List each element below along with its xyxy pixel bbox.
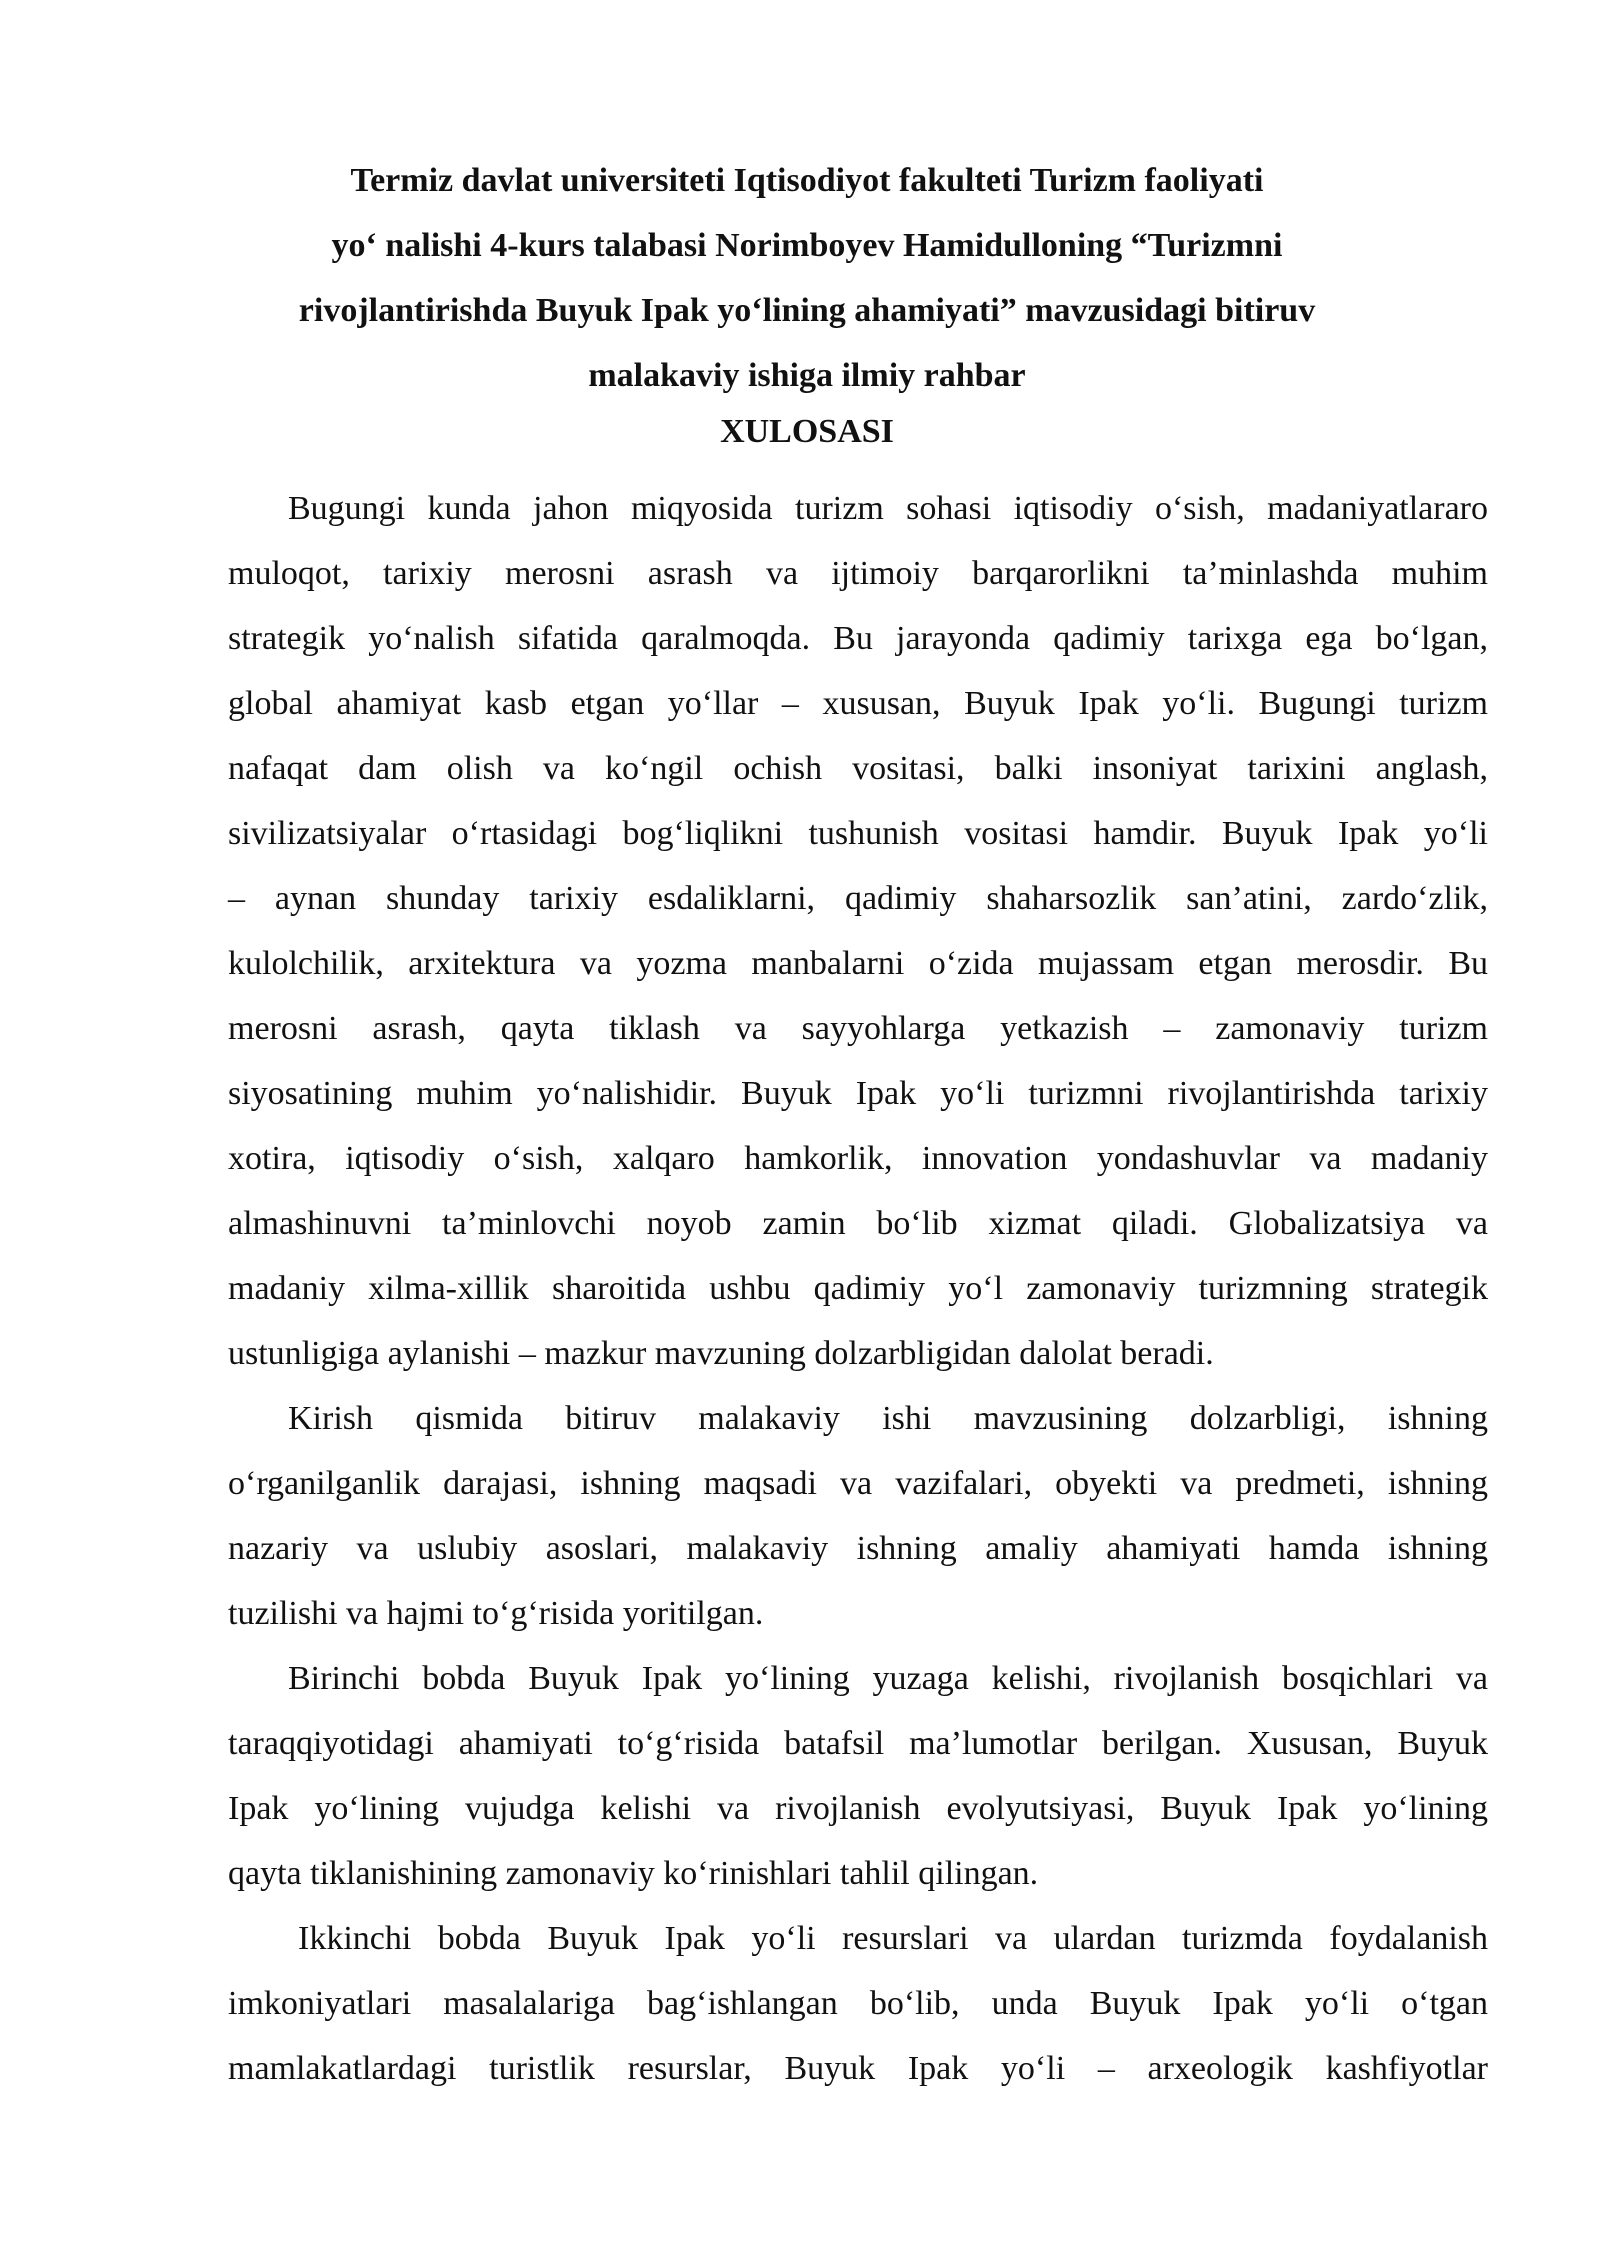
text-line: Birinchi bobda Buyuk Ipak yo‘lining yuzaga kelishi, rivojlanish bosqichlari va: [288, 1660, 1488, 1697]
text-line: tuzilishi va hajmi to‘g‘risida yoritilgan.: [228, 1595, 764, 1632]
text-line: qayta tiklanishining zamonaviy ko‘rinishlari tahlil qilingan.: [228, 1855, 1039, 1892]
document-heading: [227, 148, 1387, 408]
paragraph-first-chapter: [228, 1646, 1488, 1906]
text-line: siyosatining muhim yo‘nalishidir. Buyuk Ipak yo‘li turizmni rivojlantirishda tarixiy: [228, 1075, 1488, 1112]
text-line: mamlakatlardagi turistlik resurslar, Buyuk Ipak yo‘li – arxeologik kashfiyotlar: [228, 2050, 1488, 2087]
text-line: xotira, iqtisodiy o‘sish, xalqaro hamkorlik, innovation yondashuvlar va madaniy: [228, 1140, 1488, 1177]
text-line: muloqot, tarixiy merosni asrash va ijtimoiy barqarorlikni ta’minlashda muhim: [228, 555, 1488, 592]
text-line: nazariy va uslubiy asoslari, malakaviy ishning amaliy ahamiyati hamda ishning: [228, 1530, 1488, 1567]
document-title: XULOSASI: [720, 413, 894, 450]
text-line: o‘rganilganlik darajasi, ishning maqsadi va vazifalari, obyekti va predmeti, ishning: [228, 1465, 1488, 1502]
document-body: [228, 476, 1488, 2101]
paragraph-second-chapter: [228, 1906, 1488, 2101]
text-line: ustunligiga aylanishi – mazkur mavzuning dolzarbligidan dalolat beradi.: [228, 1335, 1214, 1372]
text-line: Ikkinchi bobda Buyuk Ipak yo‘li resurslari va ulardan turizmda foydalanish: [298, 1920, 1488, 1957]
text-line: almashinuvni ta’minlovchi noyob zamin bo‘lib xizmat qiladi. Globalizatsiya va: [228, 1205, 1488, 1242]
text-line: imkoniyatlari masalalariga bag‘ishlangan bo‘lib, unda Buyuk Ipak yo‘li o‘tgan: [228, 1985, 1488, 2022]
text-line: kulolchilik, arxitektura va yozma manbalarni o‘zida mujassam etgan merosdir. Bu: [228, 945, 1488, 982]
heading-line: malakaviy ishiga ilmiy rahbar: [588, 357, 1026, 394]
text-line: sivilizatsiyalar o‘rtasidagi bog‘liqlikni tushunish vositasi hamdir. Buyuk Ipak yo‘li: [228, 815, 1488, 852]
text-line: taraqqiyotidagi ahamiyati to‘g‘risida batafsil ma’lumotlar berilgan. Xususan, Buyuk: [228, 1725, 1488, 1762]
heading-line: Termiz davlat universiteti Iqtisodiyot fakulteti Turizm faoliyati: [350, 162, 1264, 199]
text-line: madaniy xilma-xillik sharoitida ushbu qadimiy yo‘l zamonaviy turizmning strategik: [228, 1270, 1488, 1307]
heading-line: yo‘ nalishi 4-kurs talabasi Norimboyev Hamidulloning “Turizmni: [331, 227, 1283, 264]
text-line: nafaqat dam olish va ko‘ngil ochish vositasi, balki insoniyat tarixini anglash,: [228, 750, 1488, 787]
paragraph-kirish: [228, 1386, 1488, 1646]
paragraph-intro: [228, 476, 1488, 1386]
text-line: Bugungi kunda jahon miqyosida turizm sohasi iqtisodiy o‘sish, madaniyatlararo: [288, 490, 1488, 527]
text-line: Ipak yo‘lining vujudga kelishi va rivojlanish evolyutsiyasi, Buyuk Ipak yo‘lining: [228, 1790, 1488, 1827]
text-line: strategik yo‘nalish sifatida qaralmoqda. Bu jarayonda qadimiy tarixga ega bo‘lgan,: [228, 620, 1488, 657]
text-line: Kirish qismida bitiruv malakaviy ishi mavzusining dolzarbligi, ishning: [288, 1400, 1488, 1437]
text-line: merosni asrash, qayta tiklash va sayyohlarga yetkazish – zamonaviy turizm: [228, 1010, 1488, 1047]
text-line: global ahamiyat kasb etgan yo‘llar – xususan, Buyuk Ipak yo‘li. Bugungi turizm: [228, 685, 1488, 722]
heading-line: rivojlantirishda Buyuk Ipak yo‘lining ahamiyati” mavzusidagi bitiruv: [298, 292, 1316, 329]
text-line: – aynan shunday tarixiy esdaliklarni, qadimiy shaharsozlik san’atini, zardo‘zlik,: [228, 880, 1488, 917]
